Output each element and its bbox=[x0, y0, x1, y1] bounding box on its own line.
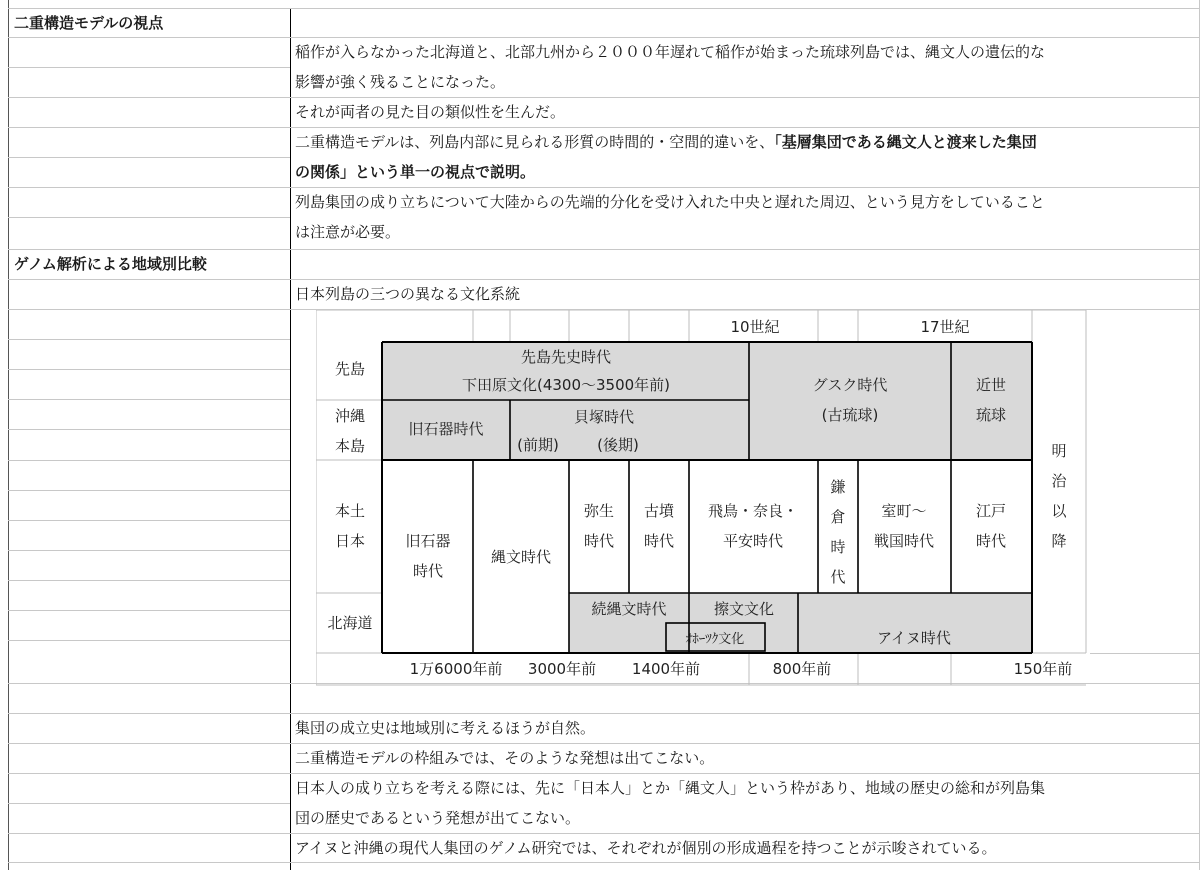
body-line: は注意が必要。 bbox=[295, 223, 401, 241]
bottom-label: 1400年前 bbox=[631, 660, 701, 678]
row-line bbox=[8, 580, 290, 581]
bold-text: 「基層集団である縄文人と渡来した集団 bbox=[774, 133, 1037, 151]
section-heading: 二重構造モデルの視点 bbox=[14, 14, 164, 32]
bottom-label: 1万6000年前 bbox=[409, 660, 503, 678]
row-line bbox=[8, 339, 290, 340]
body-line bbox=[295, 157, 535, 187]
region-sakishima: 先島 bbox=[334, 360, 366, 378]
body-line: 列島集団の成り立ちについて大陸からの先端的分化を受け入れた中央と遅れた周辺、という見方をしていること bbox=[295, 193, 1045, 211]
period-sakishima-prehistoric: 先島先史時代 bbox=[520, 348, 612, 366]
period-yayoi: 弥生 bbox=[583, 502, 615, 520]
region-okinawa: 本島 bbox=[334, 437, 366, 455]
row-line bbox=[8, 157, 290, 158]
period-paleolithic-hondo: 時代 bbox=[412, 562, 444, 580]
body-line: それが両者の見た目の類似性を生んだ。 bbox=[295, 103, 566, 121]
row-line bbox=[8, 369, 290, 370]
region-hondo: 本土 bbox=[334, 502, 366, 520]
body-line: 団の歴史であるという発想が出てこない。 bbox=[295, 809, 581, 827]
row-line bbox=[8, 399, 290, 400]
culture-lineage-chart bbox=[316, 310, 1088, 686]
row-line bbox=[8, 429, 290, 430]
period-ko-ryukyu: (古琉球) bbox=[821, 406, 879, 424]
region-hondo: 日本 bbox=[334, 532, 366, 550]
period-gusuku: グスク時代 bbox=[812, 376, 888, 394]
body-line: 稲作が入らなかった北海道と、北部九州から２０００年遅れて稲作が始まった琉球列島では、縄文人の遺伝的な bbox=[295, 43, 1046, 61]
body-line: 集団の成立史は地域別に考えるほうが自然。 bbox=[295, 719, 596, 737]
row-line bbox=[8, 550, 290, 551]
body-line: 日本人の成り立ちを考える際には、先に「日本人」とか「縄文人」という枠があり、地域の歴史の総和が列島集 bbox=[295, 779, 1046, 797]
kinsei-ryukyu-cell bbox=[951, 342, 1032, 460]
period-okhotsk: ｵﾎｰﾂｸ文化 bbox=[685, 632, 745, 647]
period-kaizuka-early: (前期) bbox=[517, 436, 559, 454]
bottom-label: 800年前 bbox=[772, 660, 832, 678]
period-ainu: アイヌ時代 bbox=[877, 629, 951, 647]
row-line bbox=[8, 8, 1200, 9]
period-ryukyu: 琉球 bbox=[975, 406, 1007, 424]
region-okinawa: 沖縄 bbox=[334, 407, 366, 425]
gusuku-cell bbox=[749, 342, 951, 460]
row-line bbox=[8, 713, 1200, 714]
period-kaizuka-late: (後期) bbox=[597, 436, 639, 454]
period-kamakura: 鎌 bbox=[830, 478, 846, 496]
body-line: 二重構造モデルの枠組みでは、そのような発想は出てこない。 bbox=[295, 749, 715, 767]
body-line: 影響が強く残ることになった。 bbox=[295, 73, 506, 91]
row-line bbox=[8, 640, 290, 641]
period-meiji: 明 bbox=[1051, 442, 1067, 460]
row-line bbox=[1090, 653, 1200, 654]
period-kaizuka: 貝塚時代 bbox=[573, 408, 635, 426]
period-kamakura: 倉 bbox=[830, 508, 846, 526]
region-hokkaido: 北海道 bbox=[327, 614, 373, 632]
period-paleolithic-hondo: 旧石器 bbox=[405, 532, 451, 550]
row-line bbox=[8, 803, 290, 804]
period-paleolithic-okinawa: 旧石器時代 bbox=[408, 420, 484, 438]
period-yayoi: 時代 bbox=[583, 532, 615, 550]
period-shimotabaru: 下田原文化(4300～3500年前) bbox=[461, 376, 671, 394]
row-line bbox=[8, 217, 290, 218]
period-kamakura: 代 bbox=[830, 568, 846, 586]
column-divider bbox=[290, 8, 291, 870]
period-muromachi: 室町～ bbox=[881, 502, 927, 520]
period-meiji: 治 bbox=[1051, 472, 1067, 490]
period-asuka-nara-heian: 平安時代 bbox=[722, 532, 784, 550]
row-line bbox=[8, 610, 290, 611]
top-label-10th-century: 10世紀 bbox=[730, 318, 780, 336]
body-line: アイヌと沖縄の現代人集団のゲノム研究では、それぞれが個別の形成過程を持つことが示唆されている。 bbox=[295, 839, 997, 857]
sheet-left-border bbox=[8, 0, 9, 870]
row-line bbox=[8, 460, 290, 461]
period-edo: 江戸 bbox=[975, 502, 1007, 520]
period-epi-jomon: 続縄文時代 bbox=[591, 600, 667, 618]
bold-text: の関係」という単一の視点で説明。 bbox=[295, 163, 536, 181]
bottom-label: 3000年前 bbox=[527, 660, 597, 678]
row-line bbox=[8, 490, 290, 491]
bottom-label: 150年前 bbox=[1013, 660, 1073, 678]
row-line bbox=[8, 97, 1200, 98]
period-meiji: 以 bbox=[1051, 502, 1067, 520]
period-edo: 時代 bbox=[975, 532, 1007, 550]
section-heading: ゲノム解析による地域別比較 bbox=[14, 255, 207, 273]
period-kinsei: 近世 bbox=[975, 376, 1007, 394]
period-satsumon: 擦文文化 bbox=[713, 600, 775, 618]
row-line bbox=[8, 279, 1200, 280]
period-muromachi: 戦国時代 bbox=[873, 532, 935, 550]
row-line bbox=[8, 520, 290, 521]
body-text: 二重構造モデルは、列島内部に見られる形質の時間的・空間的違いを、 bbox=[295, 133, 775, 151]
period-kofun: 古墳 bbox=[643, 502, 675, 520]
top-label-17th-century: 17世紀 bbox=[920, 318, 970, 336]
period-jomon: 縄文時代 bbox=[490, 548, 552, 566]
body-line bbox=[295, 127, 1037, 157]
period-kamakura: 時 bbox=[830, 538, 846, 556]
row-line bbox=[8, 67, 290, 68]
chart-caption: 日本列島の三つの異なる文化系統 bbox=[295, 285, 521, 303]
period-meiji: 降 bbox=[1051, 532, 1067, 550]
period-kofun: 時代 bbox=[643, 532, 675, 550]
period-asuka-nara-heian: 飛鳥・奈良・ bbox=[707, 502, 799, 520]
